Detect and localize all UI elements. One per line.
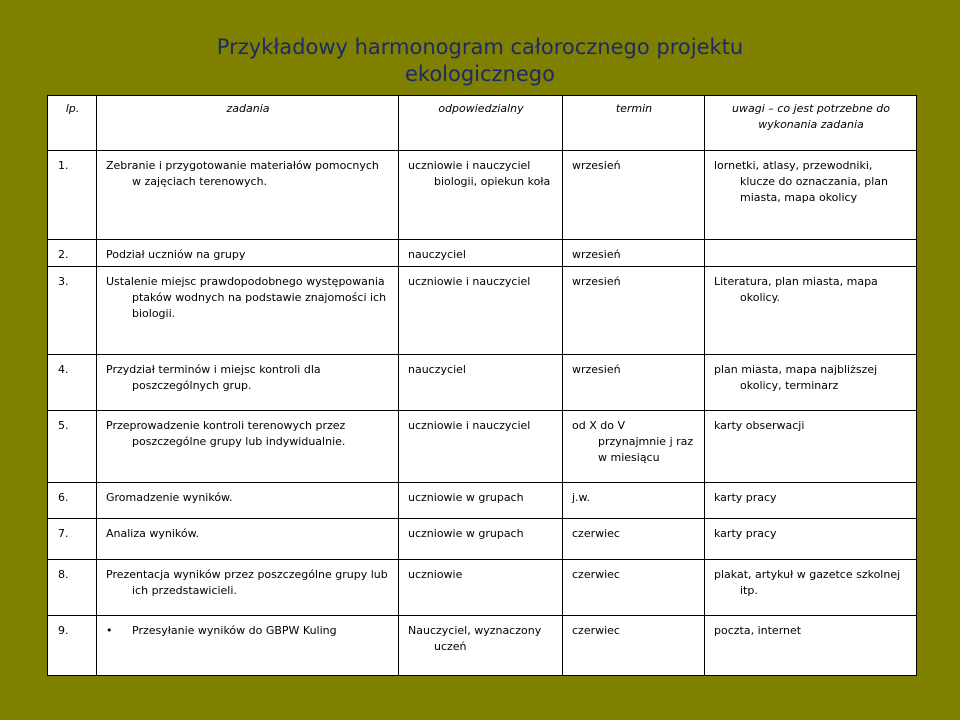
- cell-odpowiedzialny: Nauczyciel, wyznaczony uczeń: [399, 616, 563, 676]
- cell-lp: 1.: [48, 151, 97, 240]
- cell-odpowiedzialny: uczniowie i nauczyciel: [399, 411, 563, 483]
- table-row: [48, 355, 917, 411]
- cell-odpowiedzialny: uczniowie i nauczyciel biologii, opiekun koła: [399, 151, 563, 240]
- cell-uwagi: Literatura, plan miasta, mapa okolicy.: [705, 267, 917, 355]
- cell-zadania: • Przesyłanie wyników do GBPW Kuling: [97, 616, 399, 676]
- table-row: [48, 483, 917, 519]
- cell-odpowiedzialny: nauczyciel: [399, 355, 563, 411]
- cell-lp: 6.: [48, 483, 97, 519]
- table-row: [48, 616, 917, 676]
- table-row: [48, 411, 917, 483]
- cell-uwagi: plakat, artykuł w gazetce szkolnej itp.: [705, 560, 917, 616]
- page-title: [0, 34, 960, 88]
- cell-uwagi: poczta, internet: [705, 616, 917, 676]
- cell-termin: czerwiec: [563, 519, 705, 560]
- cell-zadania: Przydział terminów i miejsc kontroli dla poszczególnych grup.: [97, 355, 399, 411]
- cell-termin: wrzesień: [563, 355, 705, 411]
- header-odpowiedzialny: odpowiedzialny: [399, 96, 563, 151]
- cell-lp: 8.: [48, 560, 97, 616]
- cell-uwagi: plan miasta, mapa najbliższej okolicy, terminarz: [705, 355, 917, 411]
- cell-termin: czerwiec: [563, 616, 705, 676]
- table-row: [48, 560, 917, 616]
- cell-lp: 9.: [48, 616, 97, 676]
- header-lp: lp.: [48, 96, 97, 151]
- cell-lp: 7.: [48, 519, 97, 560]
- table-row: [48, 519, 917, 560]
- cell-uwagi: karty obserwacji: [705, 411, 917, 483]
- cell-termin: wrzesień: [563, 267, 705, 355]
- cell-odpowiedzialny: uczniowie i nauczyciel: [399, 267, 563, 355]
- cell-termin: j.w.: [563, 483, 705, 519]
- cell-odpowiedzialny: uczniowie w grupach: [399, 483, 563, 519]
- cell-odpowiedzialny: uczniowie w grupach: [399, 519, 563, 560]
- cell-lp: 5.: [48, 411, 97, 483]
- cell-zadania: Gromadzenie wyników.: [97, 483, 399, 519]
- table-row: [48, 151, 917, 240]
- header-termin: termin: [563, 96, 705, 151]
- title-line-2: ekologicznego: [404, 62, 555, 86]
- cell-zadania: Analiza wyników.: [97, 519, 399, 560]
- cell-termin: czerwiec: [563, 560, 705, 616]
- header-uwagi: uwagi – co jest potrzebne do wykonania zadania: [705, 96, 917, 151]
- cell-termin: wrzesień: [563, 240, 705, 267]
- title-line-1: Przykładowy harmonogram całorocznego projektu: [216, 35, 744, 59]
- cell-uwagi: lornetki, atlasy, przewodniki, klucze do oznaczania, plan miasta, mapa okolicy: [705, 151, 917, 240]
- cell-termin: od X do V przynajmnie j raz w miesiącu: [563, 411, 705, 483]
- table-row: [48, 240, 917, 267]
- cell-zadania: Podział uczniów na grupy: [97, 240, 399, 267]
- cell-odpowiedzialny: uczniowie: [399, 560, 563, 616]
- cell-uwagi: [705, 240, 917, 267]
- cell-lp: 4.: [48, 355, 97, 411]
- bullet-icon: •: [106, 624, 113, 637]
- cell-lp: 2.: [48, 240, 97, 267]
- header-row: [48, 96, 917, 151]
- schedule-table: [47, 95, 917, 676]
- cell-zadania: Ustalenie miejsc prawdopodobnego występowania ptaków wodnych na podstawie znajomości ich biologii.: [97, 267, 399, 355]
- cell-zadania: Prezentacja wyników przez poszczególne grupy lub ich przedstawicieli.: [97, 560, 399, 616]
- cell-lp: 3.: [48, 267, 97, 355]
- cell-zadania: Przeprowadzenie kontroli terenowych przez poszczególne grupy lub indywidualnie.: [97, 411, 399, 483]
- table-row: [48, 267, 917, 355]
- cell-uwagi: karty pracy: [705, 483, 917, 519]
- cell-odpowiedzialny: nauczyciel: [399, 240, 563, 267]
- cell-zadania: Zebranie i przygotowanie materiałów pomocnych w zajęciach terenowych.: [97, 151, 399, 240]
- cell-termin: wrzesień: [563, 151, 705, 240]
- header-zadania: zadania: [97, 96, 399, 151]
- cell-uwagi: karty pracy: [705, 519, 917, 560]
